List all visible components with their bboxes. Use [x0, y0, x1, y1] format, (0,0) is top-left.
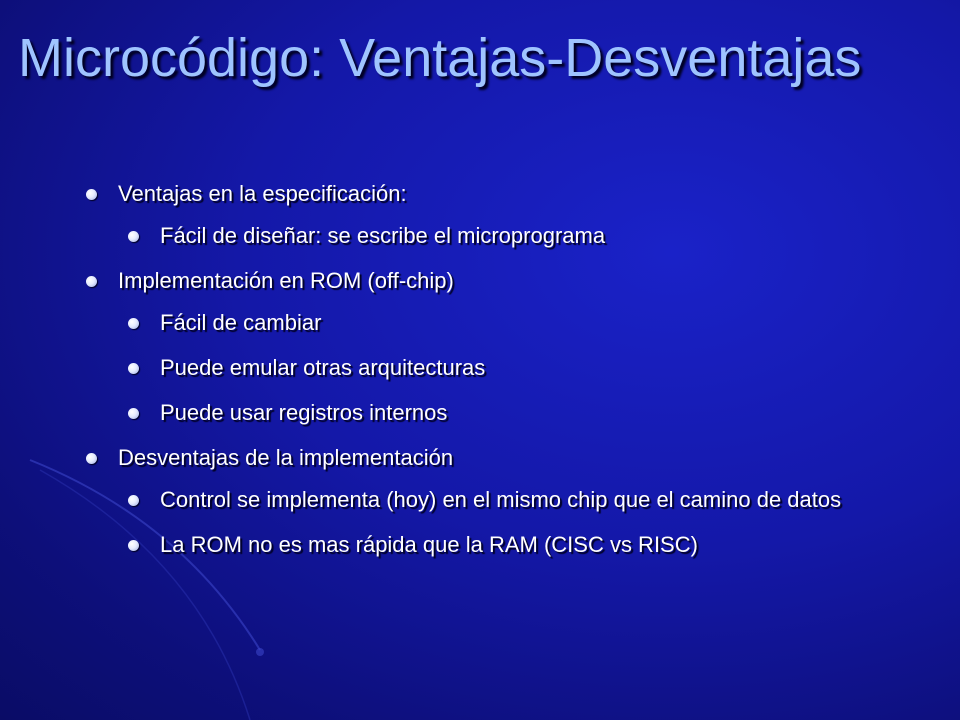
bullet-icon [128, 540, 139, 551]
bullet-text: Fácil de diseñar: se escribe el microprograma [160, 223, 606, 248]
bullet-text: Ventajas en la especificación: [118, 181, 407, 206]
sub-bullet-item [82, 397, 902, 429]
bullet-item [82, 265, 902, 297]
bullet-item [82, 178, 902, 210]
sub-bullet-item [82, 484, 902, 516]
bullet-icon [128, 408, 139, 419]
bullet-icon [128, 363, 139, 374]
bullet-icon [128, 231, 139, 242]
sub-bullet-item [82, 529, 902, 561]
bullet-icon [86, 453, 97, 464]
bullet-text: La ROM no es mas rápida que la RAM (CISC vs RISC) [160, 532, 698, 557]
bullet-item [82, 442, 902, 474]
sub-bullet-item [82, 307, 902, 339]
bullet-text: Implementación en ROM (off-chip) [118, 268, 454, 293]
bullet-list [82, 178, 902, 574]
slide-title: Microcódigo: Ventajas-Desventajas [18, 28, 862, 88]
bullet-icon [128, 495, 139, 506]
bullet-icon [86, 276, 97, 287]
bullet-text: Desventajas de la implementación [118, 445, 454, 470]
sub-bullet-item [82, 220, 902, 252]
sub-bullet-item [82, 352, 902, 384]
bullet-text: Puede usar registros internos [160, 400, 448, 425]
bullet-text: Puede emular otras arquitecturas [160, 355, 486, 380]
bullet-text: Fácil de cambiar [160, 310, 322, 335]
bullet-icon [128, 318, 139, 329]
bullet-text: Control se implementa (hoy) en el mismo chip que el camino de datos [160, 487, 842, 512]
bullet-icon [86, 189, 97, 200]
